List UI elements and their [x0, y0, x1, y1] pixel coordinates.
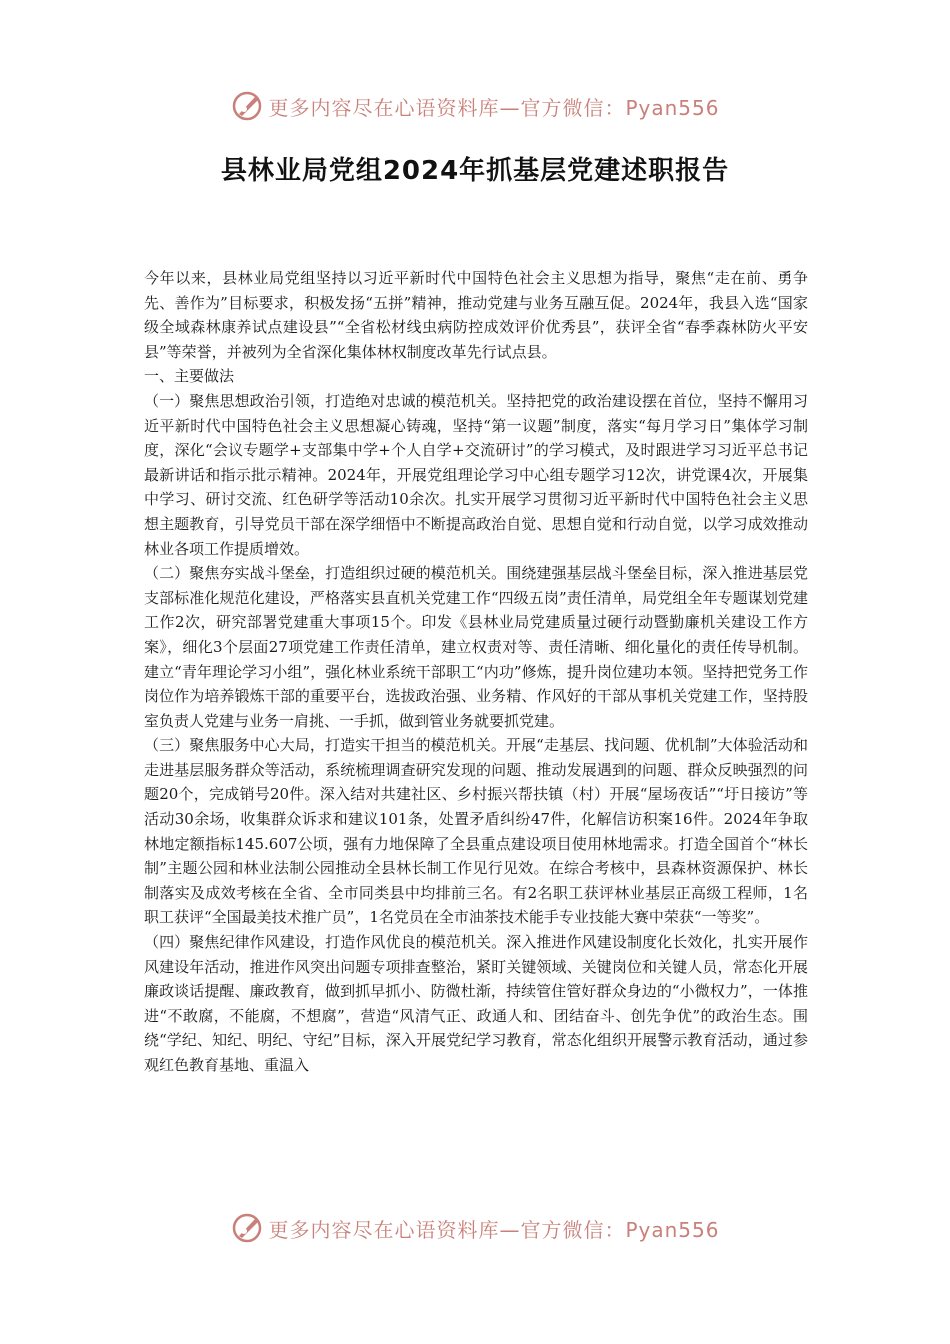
watermark-text: 更多内容尽在心语资料库—官方微信：Pyan556 [268, 1217, 720, 1242]
paragraph: （二）聚焦夯实战斗堡垒，打造组织过硬的模范机关。围绕建强基层战斗堡垒目标，深入推进基层党支部标准化规范化建设，严格落实县直机关党建工作“四级五岗”责任清单，局党组全年专题谋划党建工作2次，研究部署党建重大事项15个。印发《县林业局党建质量过硬行动暨勤廉机关建设工作方案》，细化3个层面27项党建工作责任清单，建立权责对等、责任清晰、细化量化的责任传导机制。建立“青年理论学习小组”，强化林业系统干部职工“内功”修炼，提升岗位建功本领。坚持把党务工作岗位作为培养锻炼干部的重要平台，选拔政治强、业务精、作风好的干部从事机关党建工作，坚持股室负责人党建与业务一肩挑、一手抓，做到管业务就要抓党建。 [144, 564, 808, 730]
pen-logo-icon [230, 89, 264, 123]
watermark-bottom [0, 1208, 950, 1248]
section-heading: 一、主要做法 [144, 367, 235, 386]
document-body [144, 266, 808, 1078]
paragraph: 今年以来，县林业局党组坚持以习近平新时代中国特色社会主义思想为指导，聚焦“走在前、勇争先、善作为”目标要求，积极发扬“五拼”精神，推动党建与业务互融互促。2024年，我县入选“国家级全域森林康养试点建设县”“全省松材线虫病防控成效评价优秀县”，获评全省“春季森林防火平安县”等荣誉，并被列为全省深化集体林权制度改革先行试点县。 [144, 269, 808, 361]
paragraph: （三）聚焦服务中心大局，打造实干担当的模范机关。开展“走基层、找问题、优机制”大体验活动和走进基层服务群众等活动，系统梳理调查研究发现的问题、推动发展遇到的问题、群众反映强烈的问题20个，完成销号20件。深入结对共建社区、乡村振兴帮扶镇（村）开展“屋场夜话”“圩日接访”等活动30余场，收集群众诉求和建议101条，处置矛盾纠纷47件，化解信访积案16件。2024年争取林地定额指标145.607公顷，强有力地保障了全县重点建设项目使用林地需求。打造全国首个“林长制”主题公园和林业法制公园推动全县林长制工作见行见效。在综合考核中，县森林资源保护、林长制落实及成效考核在全省、全市同类县中均排前三名。有2名职工获评林业基层正高级工程师，1名职工获评“全国最美技术推广员”，1名党员在全市油茶技术能手专业技能大赛中荣获“一等奖”。 [144, 736, 808, 927]
document-title: 县林业局党组2024年抓基层党建述职报告 [220, 156, 730, 186]
watermark-text: 更多内容尽在心语资料库—官方微信：Pyan556 [268, 95, 720, 120]
paragraph: （四）聚焦纪律作风建设，打造作风优良的模范机关。深入推进作风建设制度化长效化，扎实开展作风建设年活动，推进作风突出问题专项排查整治，紧盯关键领域、关键岗位和关键人员，常态化开展廉政谈话提醒、廉政教育，做到抓早抓小、防微杜渐，持续管住管好群众身边的“小微权力”，一体推进“不敢腐，不能腐，不想腐”，营造“风清气正、政通人和、团结奋斗、创先争优”的政治生态。围绕“学纪、知纪、明纪、守纪”目标，深入开展党纪学习教育，常态化组织开展警示教育活动，通过参观红色教育基地、重温入 [144, 933, 808, 1074]
watermark-top [0, 86, 950, 126]
paragraph: （一）聚焦思想政治引领，打造绝对忠诚的模范机关。坚持把党的政治建设摆在首位，坚持不懈用习近平新时代中国特色社会主义思想凝心铸魂，坚持“第一议题”制度，落实“每月学习日”集体学习制度，深化“会议专题学+支部集中学+个人自学+交流研讨”的学习模式，及时跟进学习习近平总书记最新讲话和指示批示精神。2024年，开展党组理论学习中心组专题学习12次，讲党课4次，开展集中学习、研讨交流、红色研学等活动10余次。扎实开展学习贯彻习近平新时代中国特色社会主义思想主题教育，引导党员干部在深学细悟中不断提高政治自觉、思想自觉和行动自觉，以学习成效推动林业各项工作提质增效。 [144, 391, 808, 558]
pen-logo-icon [230, 1211, 264, 1245]
